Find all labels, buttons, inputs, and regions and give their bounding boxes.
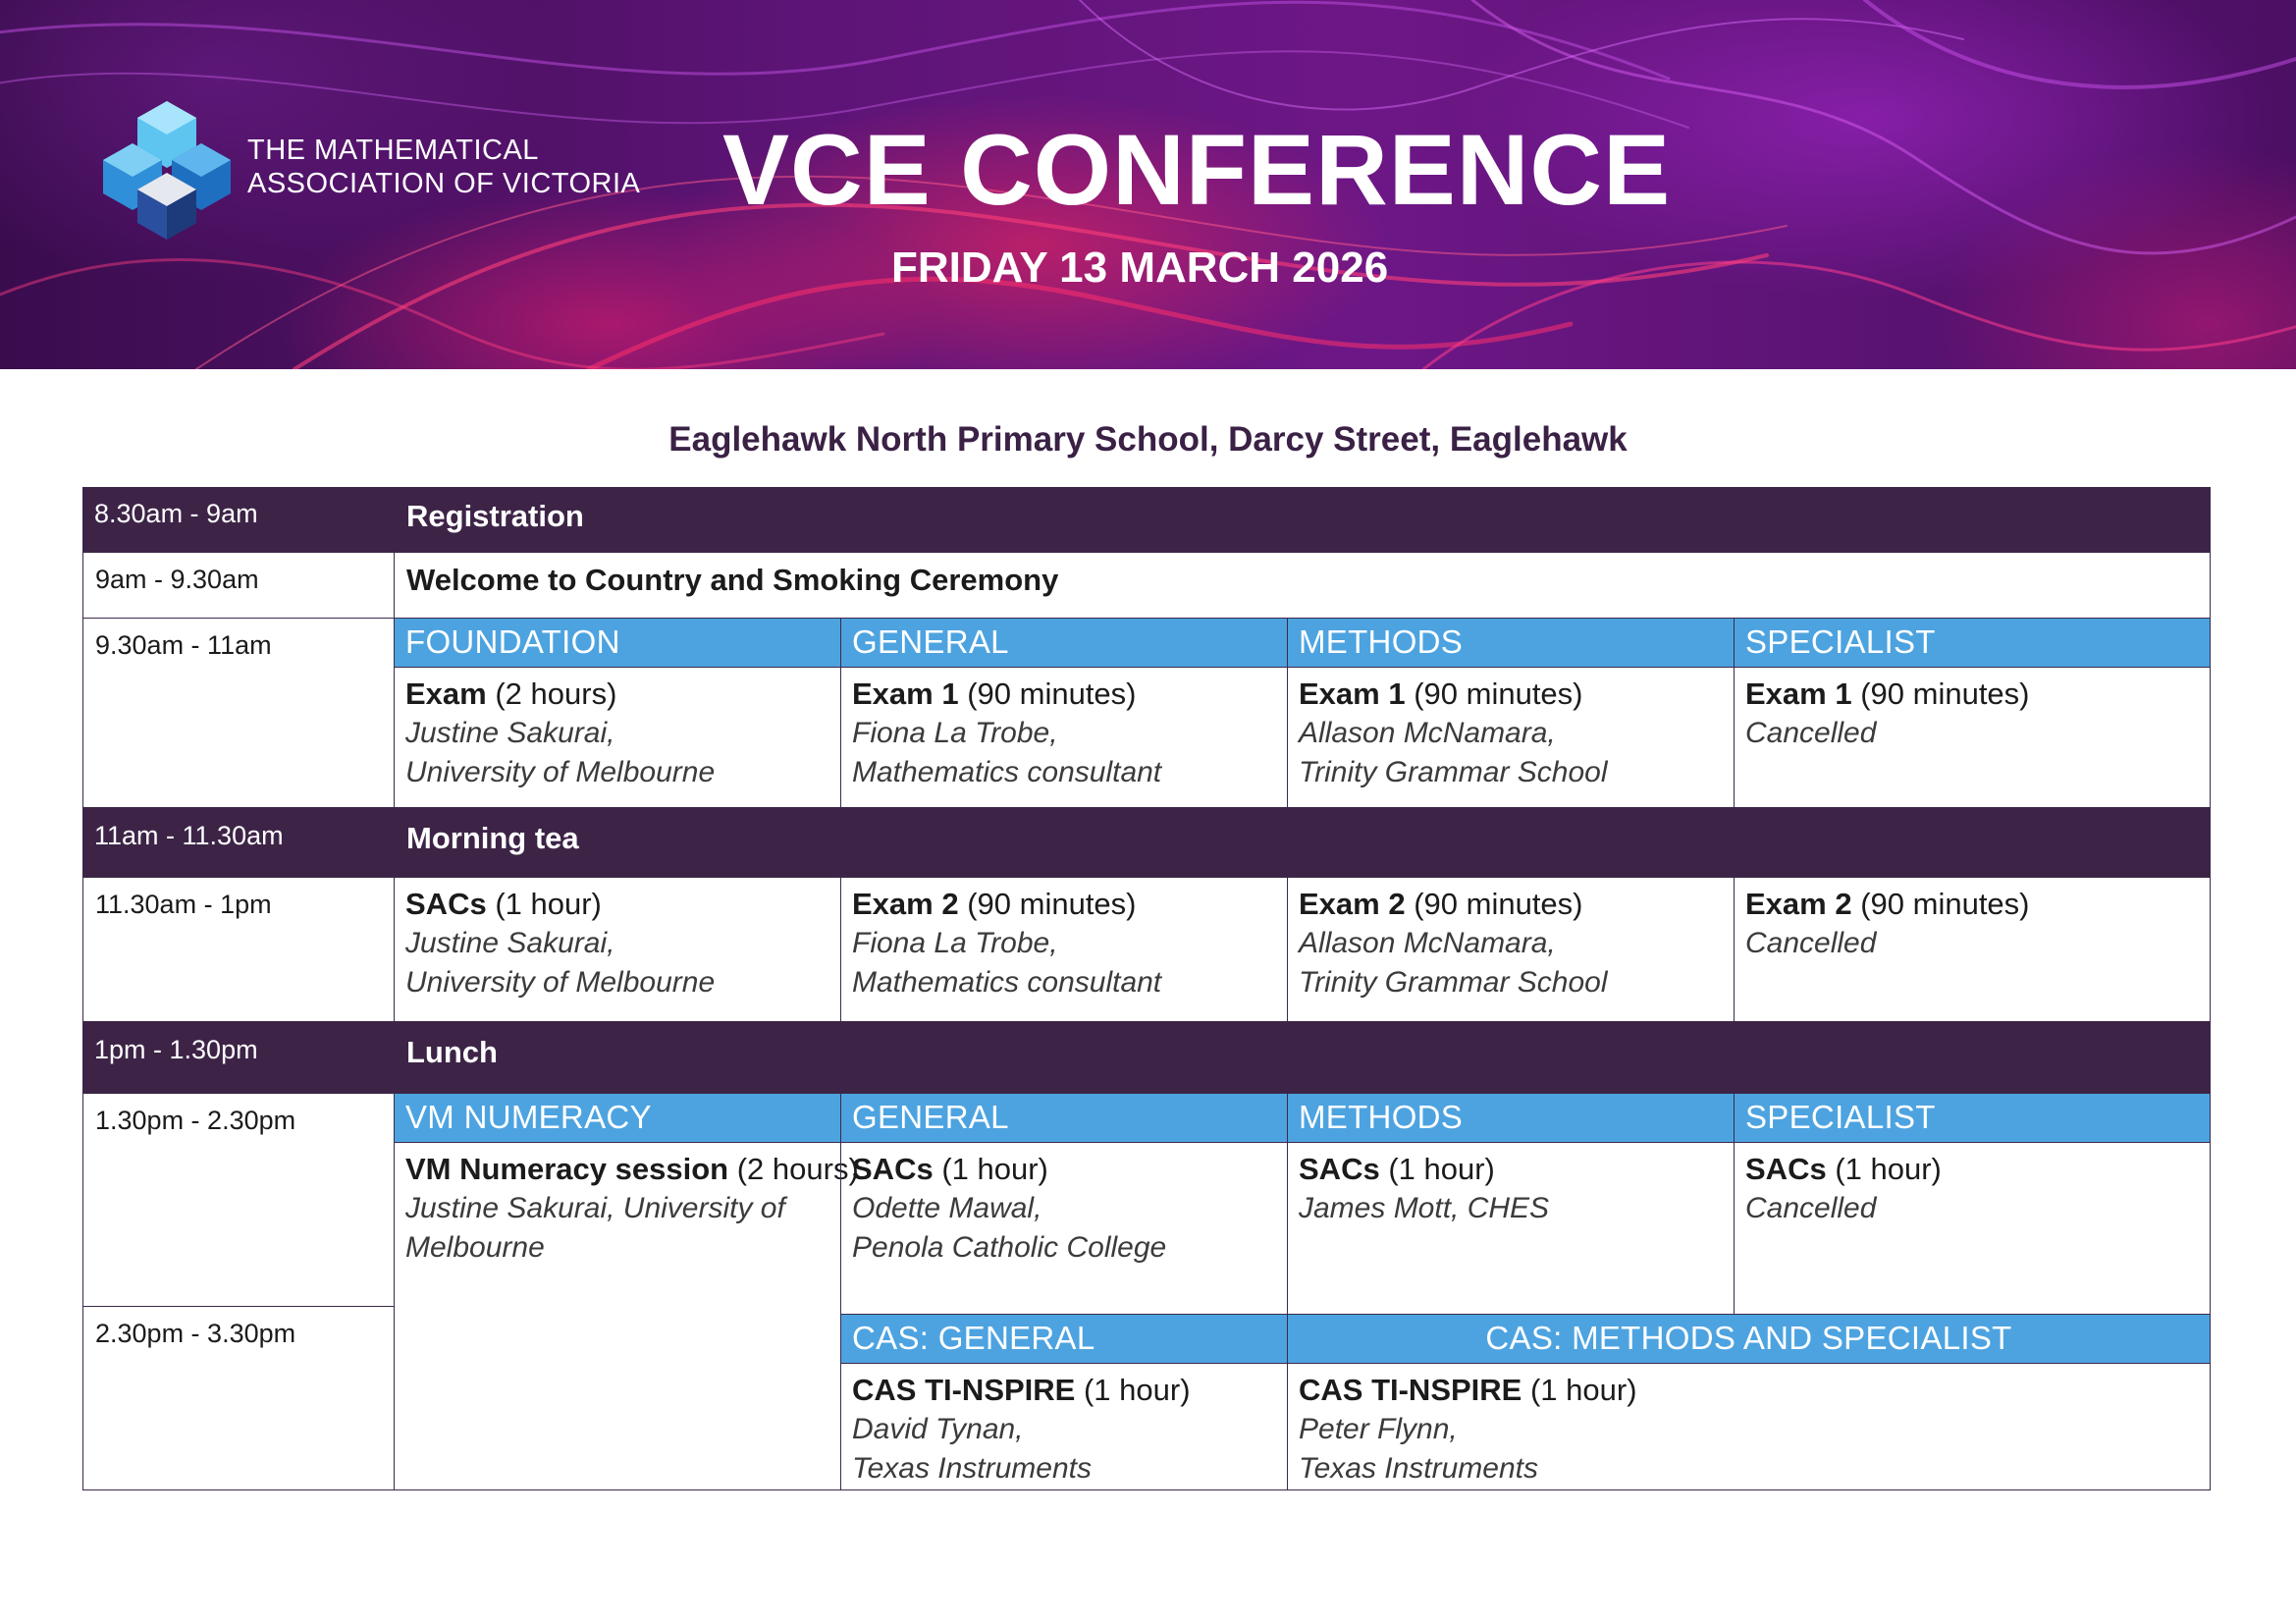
- presenter: Peter Flynn,: [1299, 1413, 1458, 1445]
- stream-header: METHODS: [1287, 618, 1735, 668]
- presenter: Justine Sakurai, University of Melbourne: [405, 1192, 785, 1264]
- row-title: Welcome to Country and Smoking Ceremony: [406, 563, 1059, 597]
- session-cell: [394, 877, 841, 1022]
- session-cell: [1734, 667, 2211, 808]
- stream-header: SPECIALIST: [1734, 1093, 2211, 1143]
- time-cell: [82, 1093, 395, 1307]
- session-name: Exam 2: [852, 887, 959, 921]
- mav-logo-icon: [93, 96, 240, 244]
- session-duration: (90 minutes): [1860, 677, 2030, 711]
- page-title: VCE CONFERENCE: [722, 114, 1672, 226]
- time-slot: 1.30pm - 2.30pm: [95, 1106, 296, 1135]
- event-date: FRIDAY 13 MARCH 2026: [891, 244, 1389, 292]
- stream-header: GENERAL: [840, 1093, 1288, 1143]
- session-cell: [840, 667, 1288, 808]
- session-duration: (1 hour): [1529, 1373, 1637, 1407]
- session-cell-vm-numeracy: [394, 1142, 859, 1490]
- presenter-org: Trinity Grammar School: [1299, 756, 1608, 788]
- session-cell: [840, 877, 1288, 1022]
- presenter: Allason McNamara,: [1299, 927, 1556, 959]
- time-slot: 9am - 9.30am: [95, 565, 259, 594]
- time-slot: 8.30am - 9am: [94, 499, 258, 528]
- session-name: Exam 1: [1745, 677, 1852, 711]
- stream-header: SPECIALIST: [1734, 618, 2211, 668]
- session-duration: (90 minutes): [1414, 677, 1583, 711]
- session-cell: [1287, 1363, 2211, 1490]
- session-duration: (1 hour): [1083, 1373, 1191, 1407]
- presenter-org: Trinity Grammar School: [1299, 966, 1608, 999]
- time-slot: 9.30am - 11am: [95, 630, 272, 660]
- session-duration: (2 hours): [495, 677, 617, 711]
- session-duration: (2 hours): [736, 1152, 859, 1186]
- session-duration: (1 hour): [495, 887, 602, 921]
- session-name: SACs: [852, 1152, 934, 1186]
- presenter-org: Mathematics consultant: [852, 756, 1162, 788]
- stream-header: CAS: METHODS AND SPECIALIST: [1287, 1314, 2211, 1364]
- time-slot: 11am - 11.30am: [94, 821, 284, 850]
- session-cell: [1734, 1142, 2211, 1315]
- session-name: CAS TI-NSPIRE: [1299, 1373, 1522, 1407]
- session-name: Exam 1: [1299, 677, 1406, 711]
- session-duration: (90 minutes): [1860, 887, 2030, 921]
- session-cell: [840, 1363, 1288, 1490]
- session-name: SACs: [1745, 1152, 1827, 1186]
- presenter-org: Texas Instruments: [1299, 1452, 1538, 1485]
- presenter: Odette Mawal,: [852, 1192, 1042, 1224]
- presenter: David Tynan,: [852, 1413, 1024, 1445]
- session-name: Exam 2: [1745, 887, 1852, 921]
- time-slot: 11.30am - 1pm: [95, 890, 272, 919]
- stream-header: CAS: GENERAL: [840, 1314, 1288, 1364]
- session-cell: [1287, 877, 1735, 1022]
- session-name: Exam 1: [852, 677, 959, 711]
- mav-logo-text: [247, 134, 640, 200]
- presenter: Cancelled: [1745, 717, 1877, 749]
- presenter: Cancelled: [1745, 1192, 1877, 1224]
- stream-header: METHODS: [1287, 1093, 1735, 1143]
- session-cell: [1287, 667, 1735, 808]
- session-duration: (90 minutes): [967, 887, 1137, 921]
- presenter: Justine Sakurai,: [405, 927, 615, 959]
- time-cell: [82, 877, 395, 1022]
- session-duration: (1 hour): [1388, 1152, 1495, 1186]
- session-cell: [394, 667, 841, 808]
- presenter: Allason McNamara,: [1299, 717, 1556, 749]
- presenter-org: University of Melbourne: [405, 756, 716, 788]
- presenter: Fiona La Trobe,: [852, 717, 1058, 749]
- session-name: Exam 2: [1299, 887, 1406, 921]
- presenter-org: Penola Catholic College: [852, 1231, 1167, 1264]
- presenter-org: University of Melbourne: [405, 966, 716, 999]
- header-banner: [0, 0, 2296, 369]
- presenter: Cancelled: [1745, 927, 1877, 959]
- logo-line-1: THE MATHEMATICAL: [247, 135, 539, 166]
- registration-row: [82, 487, 2211, 552]
- presenter-org: Mathematics consultant: [852, 966, 1162, 999]
- presenter: Justine Sakurai,: [405, 717, 615, 749]
- welcome-row: [394, 552, 2211, 619]
- stream-header: VM NUMERACY: [394, 1093, 841, 1143]
- lunch-row: [82, 1021, 2211, 1094]
- time-slot: 2.30pm - 3.30pm: [95, 1319, 296, 1348]
- time-cell: [82, 618, 395, 808]
- session-name: CAS TI-NSPIRE: [852, 1373, 1076, 1407]
- row-title: Morning tea: [406, 821, 579, 855]
- session-name: VM Numeracy session: [405, 1152, 729, 1186]
- session-duration: (1 hour): [941, 1152, 1048, 1186]
- session-duration: (1 hour): [1835, 1152, 1942, 1186]
- presenter-org: Texas Instruments: [852, 1452, 1092, 1485]
- time-slot: 1pm - 1.30pm: [94, 1035, 258, 1064]
- presenter: Fiona La Trobe,: [852, 927, 1058, 959]
- presenter: James Mott, CHES: [1299, 1192, 1550, 1224]
- morning-tea-row: [82, 807, 2211, 878]
- session-cell: [840, 1142, 1288, 1315]
- session-cell: [1287, 1142, 1735, 1315]
- stream-header: FOUNDATION: [394, 618, 841, 668]
- row-title: Registration: [406, 499, 584, 533]
- session-cell: [1734, 877, 2211, 1022]
- stream-header: GENERAL: [840, 618, 1288, 668]
- venue-line: Eaglehawk North Primary School, Darcy Street, Eaglehawk: [668, 420, 1628, 459]
- time-cell: [82, 552, 395, 619]
- session-name: Exam: [405, 677, 487, 711]
- time-cell: [82, 1306, 395, 1490]
- row-title: Lunch: [406, 1035, 498, 1069]
- logo-line-2: ASSOCIATION OF VICTORIA: [247, 168, 641, 199]
- session-name: SACs: [405, 887, 487, 921]
- session-name: SACs: [1299, 1152, 1380, 1186]
- session-duration: (90 minutes): [1414, 887, 1583, 921]
- session-duration: (90 minutes): [967, 677, 1137, 711]
